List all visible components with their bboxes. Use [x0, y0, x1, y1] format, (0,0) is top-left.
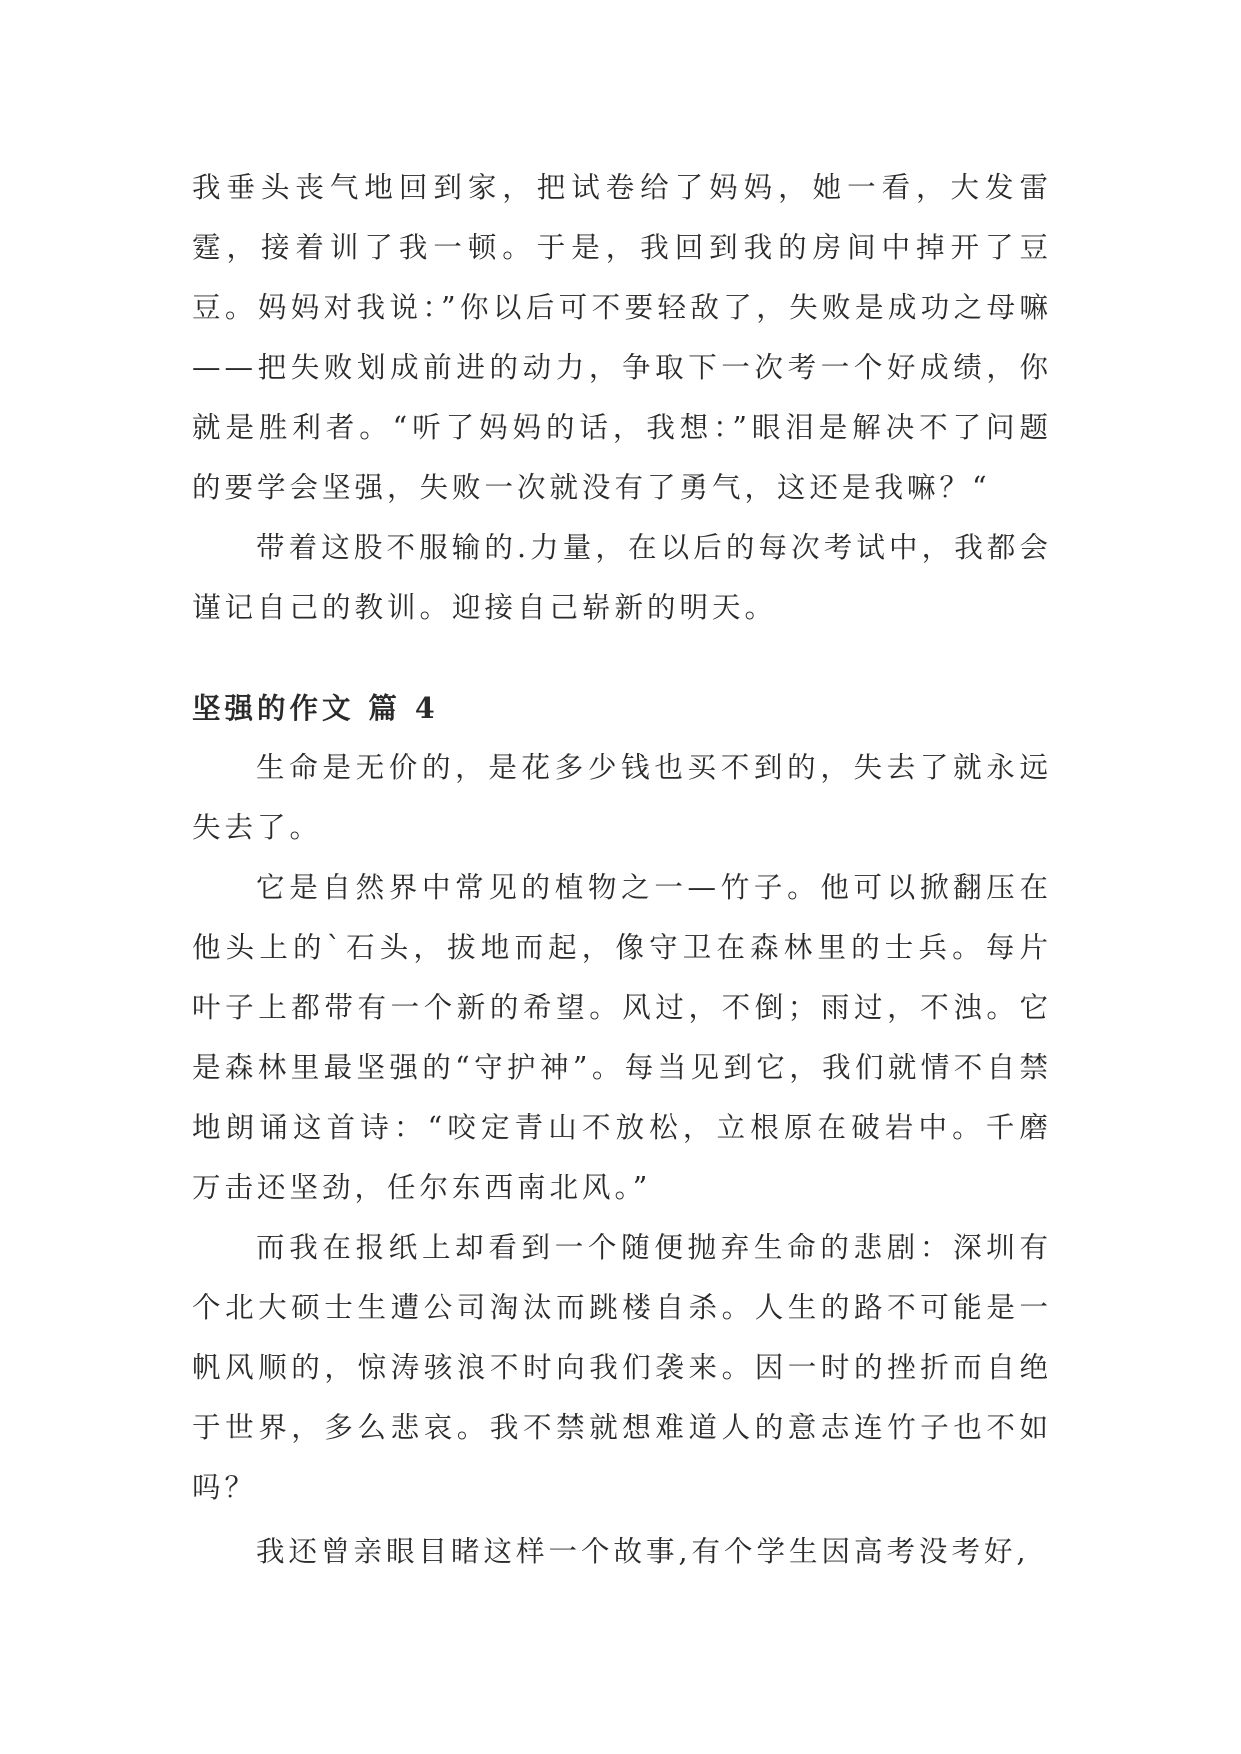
- paragraph-6: 我还曾亲眼目睹这样一个故事,有个学生因高考没考好,: [256, 1535, 1030, 1568]
- document-page: [192, 158, 1052, 1582]
- section-heading: 坚强的作文 篇 4: [192, 691, 439, 725]
- paragraph-1: 我垂头丧气地回到家，把试卷给了妈妈，她一看，大发雷霆，接着训了我一顿。于是，我回到我的房间中掉开了豆豆。妈妈对我说：”你以后可不要轻敌了，失败是成功之母嘛——把失败划成前进的动力，争取下一次考一个好成绩，你就是胜利者。“听了妈妈的话，我想：”眼泪是解决不了问题的要学会坚强，失败一次就没有了勇气，这还是我嘛？“: [192, 171, 1052, 504]
- paragraph-5: 而我在报纸上却看到一个随便抛弃生命的悲剧：深圳有个北大硕士生遭公司淘汰而跳楼自杀。人生的路不可能是一帆风顺的，惊涛骇浪不时向我们袭来。因一时的挫折而自绝于世界，多么悲哀。我不禁就想难道人的意志连竹子也不如吗？: [192, 1231, 1052, 1504]
- paragraph-2: 带着这股不服输的.力量，在以后的每次考试中，我都会谨记自己的教训。迎接自己崭新的明天。: [192, 531, 1052, 624]
- paragraph-3: 生命是无价的，是花多少钱也买不到的，失去了就永远失去了。: [192, 751, 1052, 844]
- paragraph-4: 它是自然界中常见的植物之一—竹子。他可以掀翻压在他头上的`石头，拔地而起，像守卫在森林里的士兵。每片叶子上都带有一个新的希望。风过，不倒；雨过，不浊。它是森林里最坚强的“守护神”。每当见到它，我们就情不自禁地朗诵这首诗：“咬定青山不放松，立根原在破岩中。千磨万击还坚劲，任尔东西南北风。”: [192, 871, 1052, 1204]
